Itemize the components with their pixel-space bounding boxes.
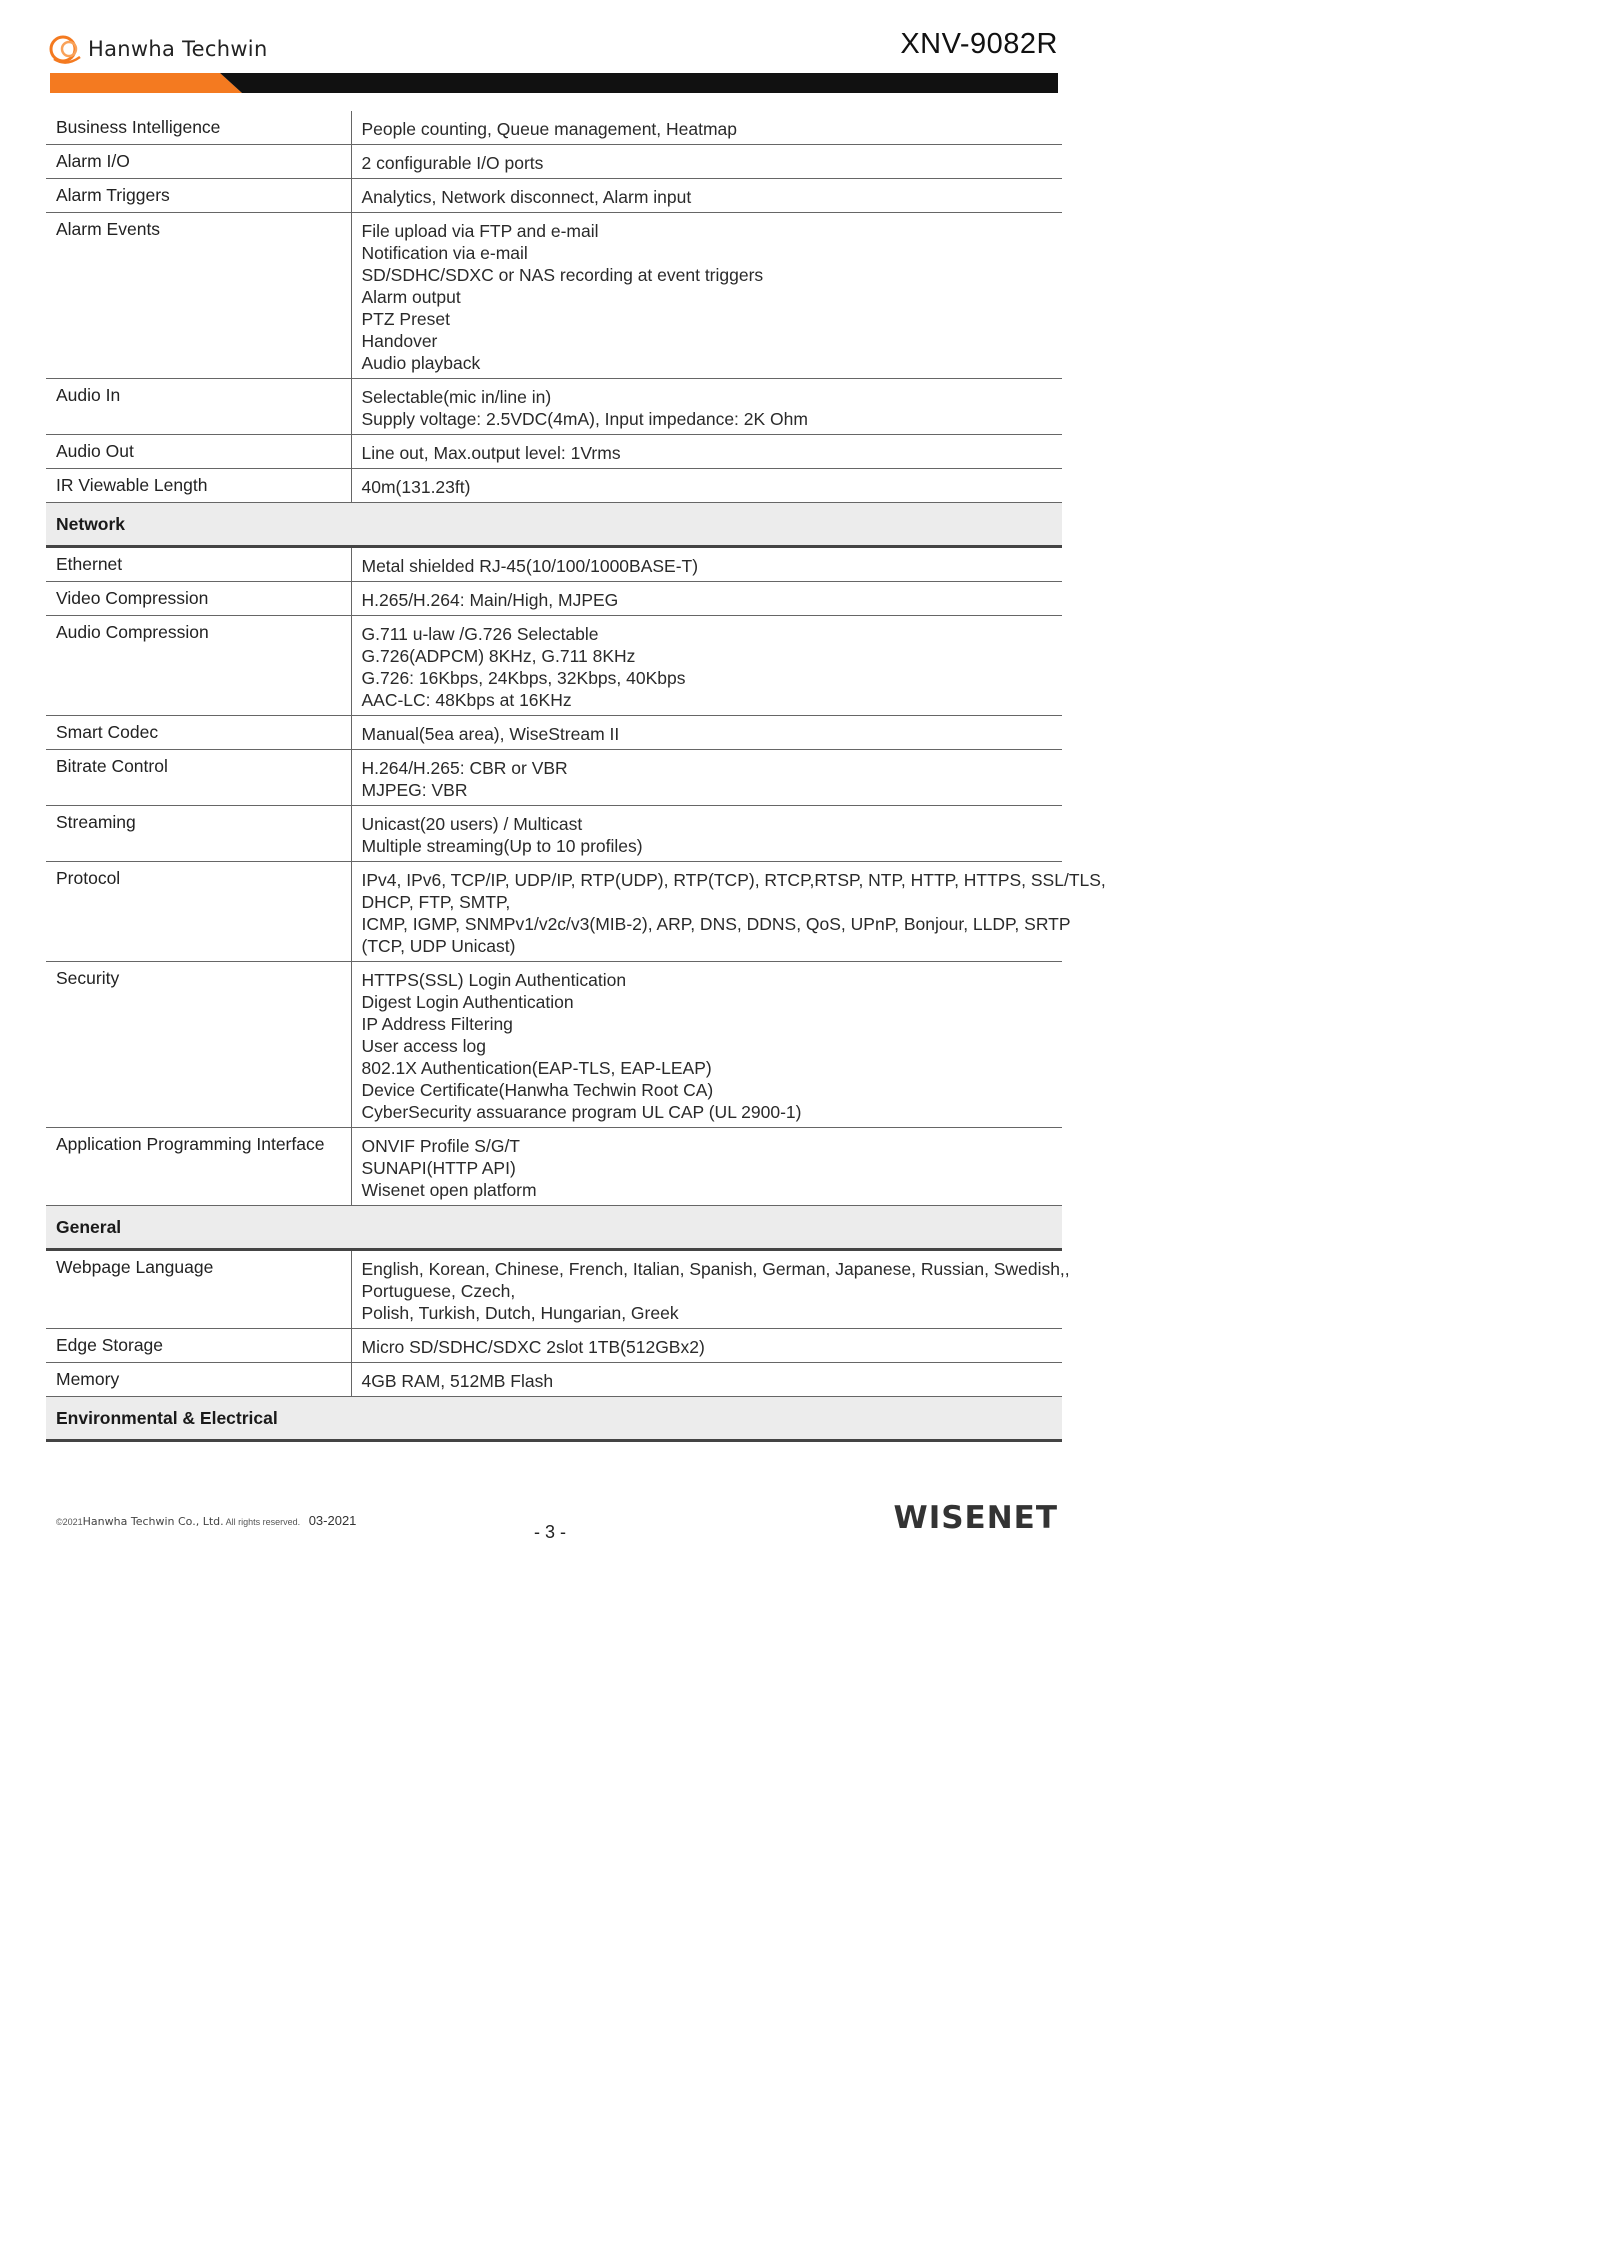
spec-row [46, 962, 1062, 1128]
spec-value-line: G.726: 16Kbps, 24Kbps, 32Kbps, 40Kbps [361, 668, 686, 688]
spec-row [46, 213, 1062, 379]
spec-row [46, 862, 1062, 962]
spec-value [351, 213, 1062, 379]
spec-row [46, 547, 1062, 582]
spec-label: Alarm Events [46, 213, 351, 379]
spec-value-line: Multiple streaming(Up to 10 profiles) [361, 836, 643, 856]
spec-value-line: Micro SD/SDHC/SDXC 2slot 1TB(512GBx2) [361, 1337, 705, 1357]
spec-value [351, 435, 1062, 469]
spec-value-line: Polish, Turkish, Dutch, Hungarian, Greek [361, 1303, 679, 1323]
section-title: General [46, 1206, 1062, 1250]
model-number: XNV-9082R [900, 28, 1058, 60]
spec-value-line: 2 configurable I/O ports [361, 153, 544, 173]
spec-value-line: H.265/H.264: Main/High, MJPEG [361, 590, 619, 610]
spec-table [46, 111, 1106, 1442]
spec-value [351, 716, 1062, 750]
spec-row [46, 379, 1062, 435]
spec-value-line: Audio playback [361, 353, 481, 373]
spec-value-line: 40m(131.23ft) [361, 477, 471, 497]
spec-label: Alarm Triggers [46, 179, 351, 213]
spec-row [46, 111, 1062, 145]
spec-row [46, 179, 1062, 213]
spec-label: Application Programming Interface [46, 1128, 351, 1206]
copyright-year: ©2021 [56, 1517, 83, 1527]
spec-value-line: IP Address Filtering [361, 1014, 513, 1034]
spec-value [351, 750, 1062, 806]
spec-value [351, 469, 1062, 503]
spec-value-line: Supply voltage: 2.5VDC(4mA), Input impedance: 2K Ohm [361, 409, 808, 429]
spec-value [351, 582, 1062, 616]
spec-value-line: MJPEG: VBR [361, 780, 468, 800]
spec-value-line: Wisenet open platform [361, 1180, 537, 1200]
spec-row [46, 1128, 1062, 1206]
spec-value-line: Notification via e-mail [361, 243, 528, 263]
spec-value-line: 802.1X Authentication(EAP-TLS, EAP-LEAP) [361, 1058, 712, 1078]
spec-value-line: HTTPS(SSL) Login Authentication [361, 970, 627, 990]
spec-value-line: ICMP, IGMP, SNMPv1/v2c/v3(MIB-2), ARP, DNS, DDNS, QoS, UPnP, Bonjour, LLDP, SRTP [361, 914, 1071, 934]
spec-value-line: Metal shielded RJ-45(10/100/1000BASE-T) [361, 556, 699, 576]
spec-value [351, 962, 1062, 1128]
spec-row [46, 145, 1062, 179]
spec-value-line: Unicast(20 users) / Multicast [361, 814, 583, 834]
spec-value-line: Digest Login Authentication [361, 992, 574, 1012]
spec-value-line: English, Korean, Chinese, French, Italian, Spanish, German, Japanese, Russian, Swedish,, [361, 1259, 1070, 1279]
spec-row [46, 750, 1062, 806]
spec-label: Ethernet [46, 547, 351, 582]
section-title: Environmental & Electrical [46, 1397, 1062, 1441]
spec-value-line: Handover [361, 331, 438, 351]
spec-value-line: 4GB RAM, 512MB Flash [361, 1371, 554, 1391]
spec-value-line: IPv4, IPv6, TCP/IP, UDP/IP, RTP(UDP), RTP(TCP), RTCP,RTSP, NTP, HTTP, HTTPS, SSL/TLS, [361, 870, 1106, 890]
spec-value-line: Manual(5ea area), WiseStream II [361, 724, 620, 744]
section-title: Network [46, 503, 1062, 547]
spec-label: Business Intelligence [46, 111, 351, 145]
page-number: - 3 - [533, 1522, 566, 1542]
wisenet-logo: WISENET [893, 1500, 1058, 1536]
publish-date: 03-2021 [308, 1513, 357, 1528]
spec-label: Alarm I/O [46, 145, 351, 179]
spec-value [351, 547, 1062, 582]
spec-value-line: Portuguese, Czech, [361, 1281, 516, 1301]
spec-value [351, 179, 1062, 213]
spec-value [351, 806, 1062, 862]
spec-row [46, 806, 1062, 862]
spec-value-line: H.264/H.265: CBR or VBR [361, 758, 568, 778]
spec-row [46, 616, 1062, 716]
spec-value-line: CyberSecurity assuarance program UL CAP (UL 2900-1) [361, 1102, 802, 1122]
spec-label: Edge Storage [46, 1329, 351, 1363]
spec-value-line: ONVIF Profile S/G/T [361, 1136, 520, 1156]
spec-label: Audio Compression [46, 616, 351, 716]
spec-row [46, 716, 1062, 750]
spec-value-line: AAC-LC: 48Kbps at 16KHz [361, 690, 572, 710]
spec-value-line: SUNAPI(HTTP API) [361, 1158, 516, 1178]
spec-value [351, 1250, 1070, 1329]
section-header [46, 503, 1062, 547]
brand-name: Hanwha Techwin [88, 37, 268, 61]
spec-label: Webpage Language [46, 1250, 351, 1329]
spec-value-line: SD/SDHC/SDXC or NAS recording at event triggers [361, 265, 764, 285]
spec-value [351, 1363, 1062, 1397]
spec-label: IR Viewable Length [46, 469, 351, 503]
spec-row [46, 435, 1062, 469]
spec-value [351, 379, 1062, 435]
spec-value [351, 1329, 1062, 1363]
spec-value-line: Device Certificate(Hanwha Techwin Root CA) [361, 1080, 714, 1100]
brand-logo [48, 30, 268, 68]
spec-label: Audio In [46, 379, 351, 435]
spec-value-line: DHCP, FTP, SMTP, [361, 892, 511, 912]
spec-row [46, 1363, 1062, 1397]
section-header [46, 1206, 1062, 1250]
spec-row [46, 1329, 1062, 1363]
spec-value-line: (TCP, UDP Unicast) [361, 936, 516, 956]
section-header [46, 1397, 1062, 1441]
spec-label: Memory [46, 1363, 351, 1397]
spec-value [351, 862, 1106, 962]
hanwha-logo-icon [48, 31, 84, 67]
spec-row [46, 1250, 1062, 1329]
spec-value-line: G.726(ADPCM) 8KHz, G.711 8KHz [361, 646, 636, 666]
spec-label: Video Compression [46, 582, 351, 616]
copyright-company: Hanwha Techwin Co., Ltd. [82, 1515, 224, 1528]
spec-row [46, 469, 1062, 503]
spec-label: Security [46, 962, 351, 1128]
spec-value [351, 1128, 1062, 1206]
spec-value-line: Analytics, Network disconnect, Alarm input [361, 187, 692, 207]
spec-label: Bitrate Control [46, 750, 351, 806]
spec-value-line: Alarm output [361, 287, 461, 307]
spec-value-line: PTZ Preset [361, 309, 450, 329]
spec-label: Protocol [46, 862, 351, 962]
spec-value-line: G.711 u-law /G.726 Selectable [361, 624, 599, 644]
spec-label: Audio Out [46, 435, 351, 469]
spec-value-line: User access log [361, 1036, 486, 1056]
spec-value-line: File upload via FTP and e-mail [361, 221, 599, 241]
spec-value [351, 145, 1062, 179]
spec-label: Smart Codec [46, 716, 351, 750]
spec-label: Streaming [46, 806, 351, 862]
header-bar [50, 73, 1058, 93]
spec-value-line: Selectable(mic in/line in) [361, 387, 552, 407]
spec-value [351, 616, 1062, 716]
spec-value-line: People counting, Queue management, Heatmap [361, 119, 738, 139]
spec-value [351, 111, 1062, 145]
spec-value-line: Line out, Max.output level: 1Vrms [361, 443, 621, 463]
spec-row [46, 582, 1062, 616]
copyright-rights: All rights reserved. [225, 1517, 301, 1527]
